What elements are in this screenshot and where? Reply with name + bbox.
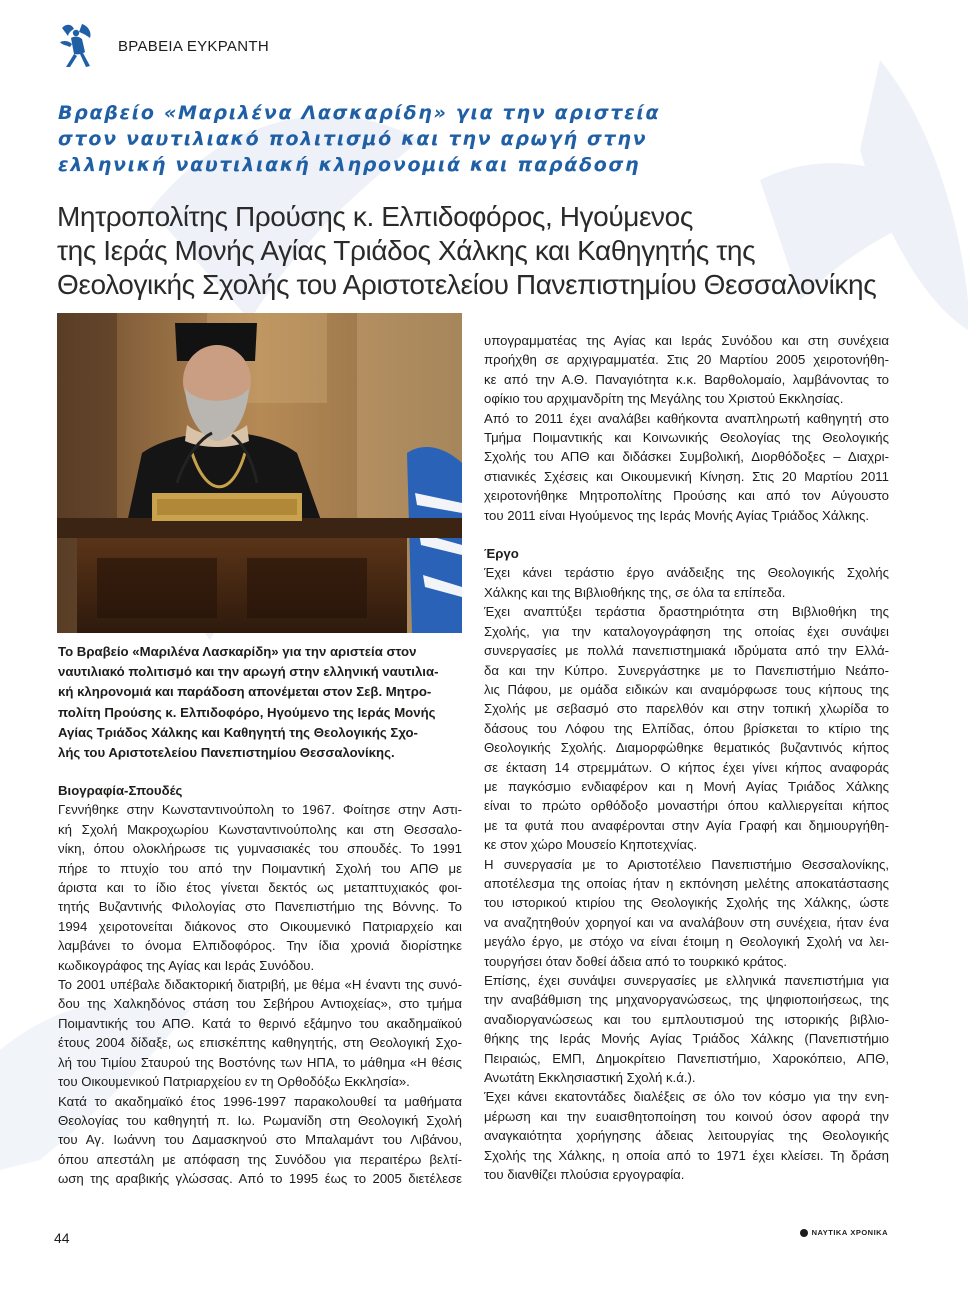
award-title-line: ελληνική ναυτιλιακή κληρονομιά και παράδοση [58,154,641,176]
text-line: κε από την Α.Θ. Παναγιότητα κ.κ. Βαρθολομαίο, λαμβάνοντας το [484,371,889,387]
text-line: λις Πάφου, με ομάδα ειδικών και αναμόρφωσε τους κήπους της [484,681,889,697]
text-line: να αναζητηθούν χορηγοί και να αναλάβουν στη συνέχεια, ήταν ένα [484,914,889,930]
text-line: υπογραμματέας της Αγίας και Ιεράς Συνόδου και στη συνέχεια [484,333,889,348]
text-line: θήκης της Ιεράς Μονής Αγίας Τριάδος Χάλκης (Πανεπιστήμιο [484,1031,889,1047]
text-line: έτους 2004 δίδαξε, ως επισκέπτης καθηγητής, στη Θεολογική Σχο- [58,1035,462,1051]
text-line: του Αγ. Ιωάννη του Δαμασκηνού στο Μπαλαμάντ του Λιβάνου, [58,1132,462,1148]
portrait-photo [57,313,462,633]
award-title [58,100,698,178]
text-line: Σχολής με σεβασμό στο παρελθόν και στην τοπική χλωρίδα το [484,701,889,717]
text-line: χειροτονήθηκε Μητροπολίτης Προύσης και από τον Αύγουστο [484,488,889,504]
text-line: Το 2001 υπέβαλε διδακτορική διατριβή, με θέμα «Η έναντι της συνό- [58,977,462,993]
text-line: δα και την Κύπρο. Συνεργάστηκε με το Πανεπιστήμιο Νεάπο- [484,662,889,678]
text-line: Σχολής του ΑΠΘ και διδάσκει Συμβολική, Διορθόδοξες – Διαχρι- [484,449,889,465]
lead-paragraph [58,642,462,763]
text-line: με τα φυτά που αναφέρονται στην Αγία Γραφή και δημιουργήθη- [484,817,889,833]
award-title-line: στον ναυτιλιακό πολιτισμό και την αρωγή στην [58,128,648,150]
winged-figure-icon [52,20,98,70]
text-line: του διανθίζει πλούσια εργογραφία. [484,1167,685,1183]
text-line: τητής Βυζαντινής Φιλολογίας στο Πανεπιστήμιο της Βόννης. Το [58,899,462,915]
text-line: μέρωση και την ευαισθητοποίηση του κοινού όσον αφορά την [484,1108,889,1124]
lead-line: ναυτιλιακό πολιτισμό και την αρωγή στην ελληνική ναυτιλια- [58,664,439,680]
text-line: την αναβάθμιση της μηχανοργανώσεως, της ψηφιοποιήσεως, της [484,992,889,1008]
text-line: Η συνεργασία με το Αριστοτέλειο Πανεπιστήμιο Θεσσαλονίκης, [484,856,889,872]
text-line: πήρε το πτυχίο του από την Ποιμαντική Σχολή του ΑΠΘ με [58,860,462,876]
text-line: νίκη, όπου ολοκλήρωσε τις γυμνασιακές του σπουδές. Το 1991 [58,841,462,857]
lead-line: πολίτη Προύσης κ. Ελπιδοφόρο, Ηγούμενο της Ιεράς Μονής [58,704,436,720]
honoree-title [57,200,937,302]
text-line: σε έκταση 14 στρεμμάτων. Ο κήπος έχει γίνει κήπος αναφοράς [484,759,889,775]
text-line: άριστα και το ίδιο έτος γίνεται δεκτός ως μεταπτυχιακός φοι- [58,880,462,896]
greek-flag [407,447,462,633]
brand-name: ΝΑΥΤΙΚΑ ΧΡΟΝΙΚΑ [811,1228,888,1237]
honoree-title-line: Θεολογικής Σχολής του Αριστοτελείου Πανεπιστημίου Θεσσαλονίκης [57,269,877,300]
text-line: κωδικογράφος της Αγίας και Ιεράς Συνόδου. [58,957,315,973]
lead-line: λής του Αριστοτελείου Πανεπιστημίου Θεσσαλονίκης. [58,745,395,761]
text-line: αναδιοργανώσεως και του εμπλουτισμού της ιστορικής βιβλιο- [484,1011,889,1027]
text-line: δου της Χαλκηδόνος στάση του Σεβήρου Αντιοχείας», στο τμήμα [58,996,462,1012]
text-line: του 2011 είναι Ηγούμενος της Ιεράς Μονής Αγίας Τριάδος Χάλκης. [484,507,870,523]
text-line: Θεολογικής Σχολής. Διαμορφώθηκε θεματικός βυζαντινός κήπος [484,740,889,756]
text-line: συνεργασίες με πολλά πανεπιστημιακά ιδρύματα από την Ελλά- [484,643,889,659]
text-line: όπου απεστάλη με απόφαση της Συνόδου για περαιτέρω βελτί- [58,1151,462,1167]
text-line: αναγκαιότητα χορήγησης άδειας λειτουργίας της Θεολογικής [484,1128,889,1144]
text-line: στιανικές Σχέσεις και Οικουμενική Κίνηση. Στις 20 Μαρτίου 2011 [484,468,889,484]
text-line: λή του Τιμίου Σταυρού της Βοστόνης των ΗΠΑ, το μάθημα «Η θέσις [58,1054,462,1070]
text-line: Από το 2011 έχει αναλάβει καθήκοντα αναπληρωτή καθηγητή στο [484,410,889,426]
text-line: Τμήμα Ποιμαντικής και Κοινωνικής Θεολογίας της Θεολογικής [484,430,889,446]
text-line: προήχθη σε αρχιγραμματέα. Στις 20 Μαρτίου 2005 χειροτονήθη- [484,352,889,368]
subheading-biography: Βιογραφία-Σπουδές [58,783,183,798]
text-line: Κατά το ακαδημαϊκό έτος 1996-1997 παρακολουθεί τα μαθήματα [58,1093,462,1109]
text-line: μεγάλο έργο, με στόχο να είναι έτοιμη η Θεολογική Σχολή να λει- [484,934,889,950]
text-line: με παγκόσμιο ενδιαφέρον και η Μονή Αγίας Τριάδος Χάλκης [484,778,889,794]
honoree-title-line: της Ιεράς Μονής Αγίας Τριάδος Χάλκης και Καθηγητής της [57,235,756,266]
text-line: δάσους του Λόφου της Ελπίδας, όπου βρίσκεται το κτίριο της [484,720,889,736]
text-line: λαμβάνει το όνομα Ελπιδοφόρος. Την ίδια χρονιά διορίστηκε [58,938,462,954]
text-line: Σχολής της Χάλκης, η οποία από το 1971 έχει κλείσει. Τη δράση [484,1147,889,1163]
text-line: Ποιμαντικής του ΑΠΘ. Κατά το θερινό εξάμηνο του ακαδημαϊκού [58,1015,462,1031]
text-line: Επίσης, έχει συνάψει συνεργασίες με ελληνικά πανεπιστήμια για [484,973,889,988]
text-line: Χάλκης και της Βιβλιοθήκης της, σε όλα τα επίπεδα. [484,584,786,600]
honoree-title-line: Μητροπολίτης Προύσης κ. Ελπιδοφόρος, Ηγούμενος [57,201,693,232]
subheading-work: Έργο [484,546,519,562]
text-line: Έχει κάνει τεράστιο έργο ανάδειξης της Θεολογικής Σχολής [484,565,889,581]
text-line: ωση της αραβικής γλώσσας. Από το 1995 έως το 2005 διετέλεσε [58,1171,462,1187]
text-line: του Οικουμενικού Πατριαρχείου εν τη Ορθοδόξω Εκκλησία». [58,1074,410,1090]
text-line: Γεννήθηκε στην Κωνσταντινούπολη το 1967. Φοίτησε στην Αστι- [58,802,462,818]
section-label: ΒΡΑΒΕΙΑ ΕΥΚΡΑΝΤΗ [118,38,269,55]
text-line: Έχει αναπτύξει τεράστια δραστηριότητα στη Βιβλιοθήκη της [484,604,889,620]
text-line: οφίκιο του αρχιμανδρίτη της Μεγάλης του Χριστού Εκκλησίας. [484,391,844,407]
text-line: Ανωτάτη Εκκλησιαστική Σχολή κ.ά.). [484,1070,696,1086]
text-line: Πειραιώς, ΕΜΠ, Δημοκρίτειο Πανεπιστήμιο, Χαροκόπειο, ΑΠΘ, [484,1050,889,1066]
text-line: κε στον χώρο Μουσείο Κηποτεχνίας. [484,837,698,853]
column-2-text [484,331,889,1184]
text-line: αποτέλεσμα της οποίας ήταν η εκπόνηση μελέτης αποκατάστασης [484,875,889,891]
text-line: Σχολής, για την καταλογογράφηση της οποίας έχει συνάψει [484,623,889,639]
text-line: είναι το πρώτο ορθόδοξο μοναστήρι όπου καλλιεργείται κήπος [484,798,889,814]
text-line: Θεολογίας του καθηγητή π. Ιω. Ρωμανίδη στη Θεολογική Σχολή [58,1112,462,1128]
page-number: 44 [54,1230,70,1246]
brand-dot-icon [800,1229,808,1237]
text-line: τουργήσει όταν δοθεί άδεια από το τουρκικό κράτος. [484,953,788,969]
lead-line: Το Βραβείο «Μαριλένα Λασκαρίδη» για την αριστεία στον [58,644,417,659]
column-1-text [58,781,462,1189]
text-line: του ιστορικού κτιρίου της Θεολογικής Σχολής της Χάλκης, ώστε [484,895,889,911]
text-line: κή Σχολή Μακροχωρίου Κωνσταντινούπολης και στη Θεσσαλο- [58,821,462,837]
text-line: Έχει κάνει εκατοντάδες διαλέξεις σε όλο τον κόσμο για την ενη- [484,1089,889,1105]
award-title-line: Βραβείο «Μαριλένα Λασκαρίδη» για την αριστεία [58,102,661,124]
lead-line: Αγίας Τριάδος Χάλκης και Καθηγητή της Θεολογικής Σχο- [58,724,418,740]
text-line: 1994 χειροτονείται διάκονος στο Οικουμενικό Πατριαρχείο και [58,918,462,934]
lead-line: κή κληρονομιά και παράδοση απονέμεται στον Σεβ. Μητρο- [58,684,432,700]
footer-brand [800,1228,888,1237]
